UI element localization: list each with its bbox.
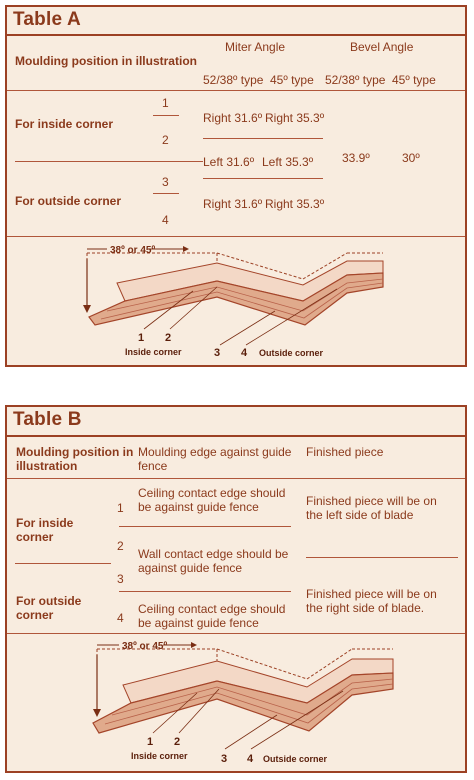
finished-header: Finished piece — [306, 445, 384, 459]
outside-corner-caption: Outside corner — [259, 348, 324, 358]
callout-3: 3 — [214, 347, 221, 359]
outside-corner-label: For outside corner — [16, 594, 82, 622]
title-divider — [7, 435, 465, 437]
row-num-4: 4 — [117, 611, 124, 625]
bevel-45-value: 30º — [402, 151, 420, 165]
miter-row1-52: Right 31.6º — [203, 111, 263, 125]
callout-2: 2 — [174, 736, 181, 748]
row-num-3: 3 — [162, 175, 169, 189]
callout-4: 4 — [247, 753, 254, 765]
inside-corner-caption: Inside corner — [125, 347, 182, 357]
miter-row3-45: Right 35.3º — [265, 197, 325, 211]
edge-row-1: Ceiling contact edge should be against guide fence — [138, 486, 286, 514]
illustration-divider — [7, 633, 465, 634]
group-divider — [15, 563, 111, 564]
bevel-type-52: 52/38º type — [325, 73, 386, 87]
miter-angle-header: Miter Angle — [225, 40, 286, 54]
miter-divider-1 — [203, 138, 323, 139]
callout-3: 3 — [221, 753, 228, 765]
miter-row2-52: Left 31.6º — [203, 155, 255, 169]
row-num-2: 2 — [117, 539, 124, 553]
num-divider-3 — [153, 193, 179, 194]
bevel-52-value: 33.9º — [342, 151, 370, 165]
finished-row-1: Finished piece will be on the left side of blade — [306, 494, 437, 522]
row-num-2: 2 — [162, 133, 169, 147]
title-divider — [7, 34, 465, 36]
finished-row-2: Finished piece will be on the right side of blade. — [306, 587, 437, 615]
row-num-4: 4 — [162, 213, 169, 227]
edge-header: Moulding edge against guide fence — [138, 445, 292, 473]
callout-1: 1 — [138, 332, 145, 344]
illustration-divider — [7, 236, 465, 237]
callout-4: 4 — [241, 347, 248, 359]
miter-row3-52: Right 31.6º — [203, 197, 263, 211]
position-header: Moulding position in illustration — [15, 54, 197, 68]
miter-type-45: 45º type — [270, 73, 314, 87]
bevel-angle-header: Bevel Angle — [350, 40, 414, 54]
miter-divider-2 — [203, 178, 323, 179]
row-num-1: 1 — [117, 501, 124, 515]
edge-row-2: Wall contact edge should be against guide fence — [138, 547, 289, 575]
inside-corner-label: For inside corner — [15, 117, 114, 131]
edge-row-3: Ceiling contact edge should be against guide fence — [138, 602, 286, 630]
edge-divider-1 — [119, 526, 291, 527]
moulding-illustration — [7, 239, 465, 364]
table-a-title: Table A — [13, 9, 81, 30]
callout-1: 1 — [147, 736, 154, 748]
table-b-panel — [5, 405, 467, 773]
position-header: Moulding position in illustration — [16, 445, 134, 473]
angle-label: 38º or 45º — [122, 641, 168, 652]
table-a-panel — [5, 5, 467, 367]
outside-corner-label: For outside corner — [15, 194, 122, 208]
miter-type-52: 52/38º type — [203, 73, 264, 87]
angle-label: 38º or 45º — [110, 245, 156, 256]
finished-divider — [306, 557, 458, 558]
header-divider — [7, 478, 465, 479]
header-divider — [7, 90, 465, 91]
inside-corner-caption: Inside corner — [131, 751, 188, 761]
moulding-illustration — [7, 635, 465, 771]
callout-2: 2 — [165, 332, 172, 344]
row-num-3: 3 — [117, 572, 124, 586]
miter-row1-45: Right 35.3º — [265, 111, 325, 125]
outside-corner-caption: Outside corner — [263, 754, 328, 764]
group-divider — [15, 161, 203, 162]
num-divider-1 — [153, 115, 179, 116]
row-num-1: 1 — [162, 96, 169, 110]
bevel-type-45: 45º type — [392, 73, 436, 87]
inside-corner-label: For inside corner — [16, 516, 74, 544]
miter-row2-45: Left 35.3º — [262, 155, 314, 169]
edge-divider-2 — [119, 591, 291, 592]
table-b-title: Table B — [13, 409, 82, 430]
